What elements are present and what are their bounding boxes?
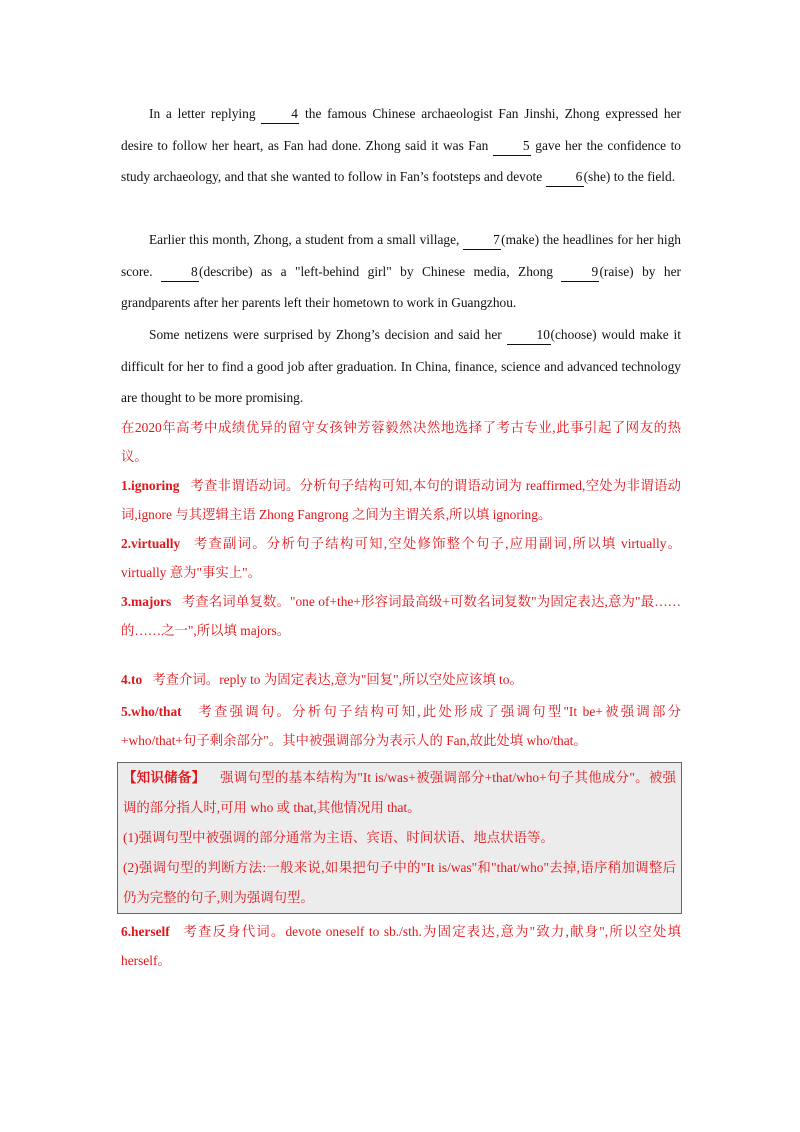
answer-1 bbox=[121, 472, 681, 530]
answer-key: 3.majors bbox=[121, 594, 172, 609]
knowledge-tag: 【知识储备】 bbox=[123, 770, 206, 785]
answer-key: 6.herself bbox=[121, 924, 170, 939]
blank-9: 9 bbox=[561, 263, 599, 282]
answer-4 bbox=[121, 666, 681, 695]
answer-3 bbox=[121, 588, 681, 646]
answer-5 bbox=[121, 698, 681, 756]
blank-5: 5 bbox=[493, 137, 531, 156]
knowledge-box bbox=[117, 762, 682, 914]
blank-7: 7 bbox=[463, 231, 501, 250]
blank-8: 8 bbox=[161, 263, 199, 282]
answer-2 bbox=[121, 530, 681, 588]
knowledge-line-1: 【知识储备】 强调句型的基本结构为"It is/was+被强调部分+that/who+句子其他成分"。被强调的部分指人时,可用 who 或 that,其他情况用 that。 bbox=[123, 770, 677, 815]
answer-key: 5.who/that bbox=[121, 704, 182, 719]
blank-6: 6 bbox=[546, 168, 584, 187]
passage-paragraph-1: In a letter replying 4 the famous Chinese archaeologist Fan Jinshi, Zhong expressed her desire to follow her heart, as Fan had done. Zhong said it was Fan 5 gave her the confidence to study archaeology, and that she wanted to follow in Fan’s footsteps and devote 6(she) to the field. bbox=[121, 98, 681, 193]
knowledge-line-2: (1)强调句型中被强调的部分通常为主语、宾语、时间状语、地点状语等。 bbox=[123, 830, 554, 845]
answer-explanation: 考查介词。reply to 为固定表达,意为"回复",所以空处应该填 to。 bbox=[152, 672, 523, 687]
chinese-summary: 在2020年高考中成绩优异的留守女孩钟芳蓉毅然决然地选择了考古专业,此事引起了网友的热议。 bbox=[121, 420, 681, 464]
blank-10: 10 bbox=[507, 326, 551, 345]
answer-key: 1.ignoring bbox=[121, 478, 180, 493]
answer-explanation: 考查强调句。分析句子结构可知,此处形成了强调句型"It be+被强调部分+who/that+句子剩余部分"。其中被强调部分为表示人的 Fan,故此处填 who/that。 bbox=[121, 704, 682, 748]
answer-explanation: 考查反身代词。devote oneself to sb./sth.为固定表达,意为"致力,献身",所以空处填 herself。 bbox=[121, 924, 681, 968]
passage-paragraph-3: Some netizens were surprised by Zhong’s decision and said her 10(choose) would make it difficult for her to find a good job after graduation. In China, finance, science and advanced technology are thought to be more promising. bbox=[121, 327, 681, 405]
answer-key: 4.to bbox=[121, 672, 143, 687]
answer-explanation: 考查名词单复数。"one of+the+形容词最高级+可数名词复数"为固定表达,意为"最……的……之一",所以填 majors。 bbox=[121, 594, 681, 638]
answer-explanation: 考查副词。分析句子结构可知,空处修饰整个句子,应用副词,所以填 virtually。virtually 意为"事实上"。 bbox=[121, 536, 681, 580]
blank-4: 4 bbox=[261, 105, 299, 124]
passage-paragraph-2: Earlier this month, Zhong, a student from a small village, 7(make) the headlines for her high score. 8(describe) as a "left-behind girl" by Chinese media, Zhong 9(raise) by her grandparents after her parents left their hometown to work in Guangzhou. bbox=[121, 232, 681, 310]
knowledge-line-3: (2)强调句型的判断方法:一般来说,如果把句子中的"It is/was"和"that/who"去掉,语序稍加调整后仍为完整的句子,则为强调句型。 bbox=[123, 860, 676, 905]
answer-explanation: 考查非谓语动词。分析句子结构可知,本句的谓语动词为 reaffirmed,空处为非谓语动词,ignore 与其逻辑主语 Zhong Fangrong 之间为主谓关系,所以填 ignoring。 bbox=[121, 478, 681, 522]
answer-key: 2.virtually bbox=[121, 536, 181, 551]
answer-6 bbox=[121, 918, 681, 976]
